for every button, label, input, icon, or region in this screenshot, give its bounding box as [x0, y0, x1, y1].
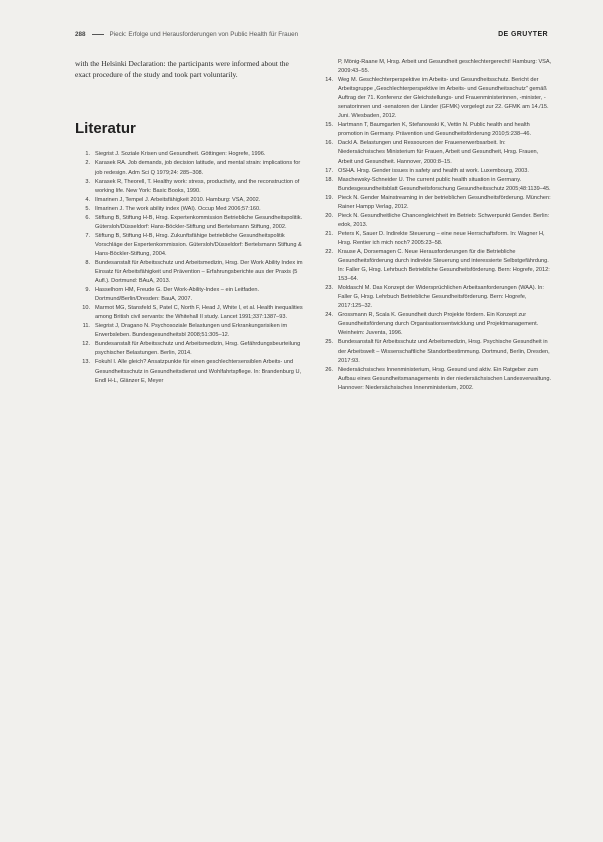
reference-number: 9.: [85, 287, 90, 294]
reference-number: 4.: [85, 196, 90, 203]
reference-number: 25.: [325, 339, 333, 346]
reference-number: 17.: [325, 167, 333, 174]
reference-item: [318, 366, 553, 393]
reference-item: [75, 232, 305, 259]
reference-text: Siegrist J, Dragano N. Psychosoziale Belastungen und Erkrankungsrisiken im Erwerbsleben. Bundesgesundheitsbl 2008;51:305–12.: [95, 323, 288, 339]
reference-text: Bundesanstalt für Arbeitsschutz und Arbeitsmedizin, Hrsg. Gefährdungsbeurteilung psychischer Belastungen. Berlin, 2014.: [95, 341, 301, 357]
reference-item: [75, 159, 305, 177]
reference-number: 23.: [325, 285, 333, 292]
reference-number: 21.: [325, 230, 333, 237]
reference-item: [318, 248, 553, 284]
reference-item: [318, 139, 553, 166]
reference-item: [75, 205, 305, 214]
reference-text: Bundesanstalt für Arbeitsschutz und Arbeitsmedizin, Hrsg. Der Work Ability Index im Einsatz für Arbeitsfähigkeit und Prävention – Erfahrungsberichte aus der Praxis (5 Aufl.). Dortmund: BAuA, 2013.: [95, 259, 303, 285]
reference-item: [75, 304, 305, 322]
intro-paragraph: with the Helsinki Declaration: the participants were informed about the exact procedure of the study and took part voluntarily.: [75, 59, 289, 80]
reference-text: Siegrist J. Soziale Krisen und Gesundheit. Göttingen: Hogrefe, 1996.: [95, 151, 266, 158]
reference-list-right: [318, 76, 553, 393]
reference-text: Ilmarinen J. The work ability index (WAI). Occup Med 2006;57:160.: [95, 205, 261, 212]
right-column: [318, 58, 553, 393]
publisher-logo: DE GRUYTER: [498, 30, 548, 38]
reference-item: [75, 178, 305, 196]
reference-item: [318, 167, 553, 176]
reference-continuation: P, Mönig-Raane M, Hrsg. Arbeit und Gesundheit geschlechtergerecht! Hamburg: VSA, 2009:43–55.: [338, 59, 552, 75]
left-column: [75, 58, 305, 386]
reference-item: [75, 150, 305, 159]
reference-text: Dackl A. Belastungen und Ressourcen der Frauenerwerbsarbeit. In: Niedersächsisches Ministerium für Frauen, Arbeit und Gesundheit, Hrsg. Frauen, Arbeit und Gesundheit. Hannover, 2000:8–15.: [338, 140, 539, 165]
reference-number: 20.: [325, 212, 333, 219]
reference-number: 26.: [325, 366, 333, 373]
reference-item: [318, 76, 553, 121]
reference-text: Ilmarinen J, Tempel J. Arbeitsfähigkeit 2010. Hamburg: VSA, 2002.: [95, 196, 261, 203]
reference-item: [75, 358, 305, 385]
reference-text: Weg M. Geschlechterperspektive im Arbeits- und Gesundheitsschutz. Bericht der Arbeitsgruppe „Geschlechterperspektive im Arbeits- und Gesundheitsschutz" gemäß Auftrag der 71. Konferenz der Gleichstellungs- und Frauenministerinnen, -minister, -senatorinnen und -senatoren der Länder (GFMK) vorgelegt zur 22. GFMK am 14./15. Juni. Wiesbaden, 2012.: [338, 77, 549, 120]
reference-number: 1.: [85, 151, 90, 158]
reference-number: 6.: [85, 214, 90, 221]
reference-text: Moldaschl M. Das Konzept der Widersprüchlichen Arbeitsanforderungen (WAA). In: Faller G, Hrsg. Lehrbuch Betriebliche Gesundheitsförderung. Bern: Hogrefe, 2017:125–32.: [338, 285, 544, 310]
reference-text: Stiftung B, Stiftung H-B, Hrsg. Expertenkommission Betriebliche Gesundheitspolitik. Gütersloh/Düsseldorf: Hans-Böckler-Stiftung und Bertelsmann Stiftung, 2002.: [95, 214, 303, 230]
reference-item: [318, 212, 553, 230]
reference-text: Pieck N. Gesundheitliche Chancengleichheit im Betrieb: Schwerpunkt Gender. Berlin: edok, 2013.: [338, 212, 550, 228]
reference-text: Pieck N. Gender Mainstreaming in der betrieblichen Gesundheitsförderung. München: Rainer Hampp Verlag, 2012.: [338, 194, 551, 210]
reference-text: Hartmann T, Baumgarten K, Stefanowski K, Vettin N. Public health and health promotion in Germany. Prävention und Gesundheitsförderung 2010;5:238–46.: [338, 122, 532, 138]
reference-number: 10.: [82, 305, 90, 312]
reference-text: Bundesanstalt für Arbeitsschutz und Arbeitsmedizin, Hrsg. Psychische Gesundheit in der Arbeitswelt – Wissenschaftliche Standortbestimmung. Dortmund, Berlin, Dresden, 2017:93.: [338, 339, 550, 364]
reference-item: [318, 121, 553, 139]
reference-item: [75, 286, 305, 304]
reference-text: Karasek RA. Job demands, job decision latitude, and mental strain: implications for job redesign. Adm Sci Q 1979;24: 285–308.: [95, 160, 301, 176]
reference-text: Stiftung B, Stiftung H-B, Hrsg. Zukunftsfähige betriebliche Gesundheitspolitik Vorschläge der Expertenkommission. Gütersloh/Düsseldorf: Bertelsmann Stiftung & Hans-Böckler-Stiftung, 2004.: [95, 232, 302, 257]
reference-text: Grossmann R, Scala K. Gesundheit durch Projekte fördern. Ein Konzept zur Gesundheitsförderung durch Organisationsentwicklung und Projektmanagement. Weinheim: Juventa, 1996.: [338, 312, 539, 337]
reference-list-left: [75, 150, 305, 385]
reference-number: 22.: [325, 248, 333, 255]
reference-item: [318, 194, 553, 212]
reference-text: Karasek R, Theorell, T. Healthy work: stress, productivity, and the reconstruction of working life. New York: Basic Books, 1990.: [95, 178, 300, 194]
reference-item: [318, 176, 553, 194]
reference-item: [75, 340, 305, 358]
reference-number: 3.: [85, 178, 90, 185]
reference-number: 14.: [325, 77, 333, 84]
reference-number: 15.: [325, 122, 333, 129]
literature-heading: Literatur: [75, 120, 136, 138]
reference-item: [318, 284, 553, 311]
reference-item: [318, 230, 553, 248]
reference-text: Hasselhorn HM, Freude G. Der Work-Ability-Index – ein Leitfaden. Dortmund/Berlin/Dresden: BauA, 2007.: [95, 287, 260, 303]
reference-text: Krause A, Dorsemagen C. Neue Herausforderungen für die Betriebliche Gesundheitsförderung durch indirekte Steuerung und interessierte Selbstgefährdung. In: Faller G, Hrsg. Lehrbuch Betriebliche Gesundheitsförderung. Bern: Hogrefe, 2012: 153–64.: [338, 248, 550, 283]
reference-number: 19.: [325, 194, 333, 201]
reference-text: Fokuhl I. Alle gleich? Ansatzpunkte für einen geschlechtersensiblen Arbeits- und Gesundheitsschutz in Gesundheitsdienst und Wohlfahrtspflege. In: Brandenburg U, Endl H-L, Glänzer E, Meyer: [95, 359, 302, 384]
reference-number: 5.: [85, 205, 90, 212]
reference-number: 24.: [325, 312, 333, 319]
reference-item: [75, 196, 305, 205]
reference-number: 13.: [82, 359, 90, 366]
running-header: [75, 28, 548, 40]
reference-item: [75, 214, 305, 232]
reference-item: [75, 322, 305, 340]
running-title: Pieck: Erfolge und Herausforderungen von Public Health für Frauen: [109, 30, 299, 38]
reference-number: 12.: [82, 341, 90, 348]
reference-item: [318, 338, 553, 365]
reference-text: Peters K, Sauer D. Indirekte Steuerung – eine neue Herrschaftsform. In: Wagner H, Hrsg. Rentier ich mich noch? 2005:23–58.: [338, 230, 545, 246]
reference-number: 11.: [82, 323, 90, 330]
header-divider: [92, 34, 104, 35]
reference-text: Maschewsky-Schneider U. The current public health situation in Germany. Bundesgesundheitsblatt Gesundheitsforschung Gesundheitsschutz 2005;48:1139–45.: [338, 176, 551, 192]
reference-text: Niedersächsisches Innenministerium, Hrsg. Gesund und aktiv. Ein Ratgeber zum Aufbau eines Gesundheitsmanagements in der niedersächsischen Landesverwaltung. Hannover: Niedersächsisches Innenministerium, 2002.: [338, 366, 552, 391]
reference-text: OSHA. Hrsg. Gender issues in safety and health at work. Luxembourg, 2003.: [338, 167, 529, 174]
reference-number: 8.: [85, 259, 90, 266]
page-number: 288: [75, 30, 86, 38]
reference-number: 18.: [325, 176, 333, 183]
reference-item: [318, 311, 553, 338]
reference-item: [75, 259, 305, 286]
reference-text: Marmot MG, Stansfeld S, Patel C, North F, Head J, White I, et al. Health inequalities among British civil servants: the Whitehall II study. Lancet 1991;337:1387–93.: [95, 305, 303, 321]
reference-number: 7.: [85, 232, 90, 239]
reference-number: 16.: [325, 140, 333, 147]
reference-number: 2.: [85, 160, 90, 167]
